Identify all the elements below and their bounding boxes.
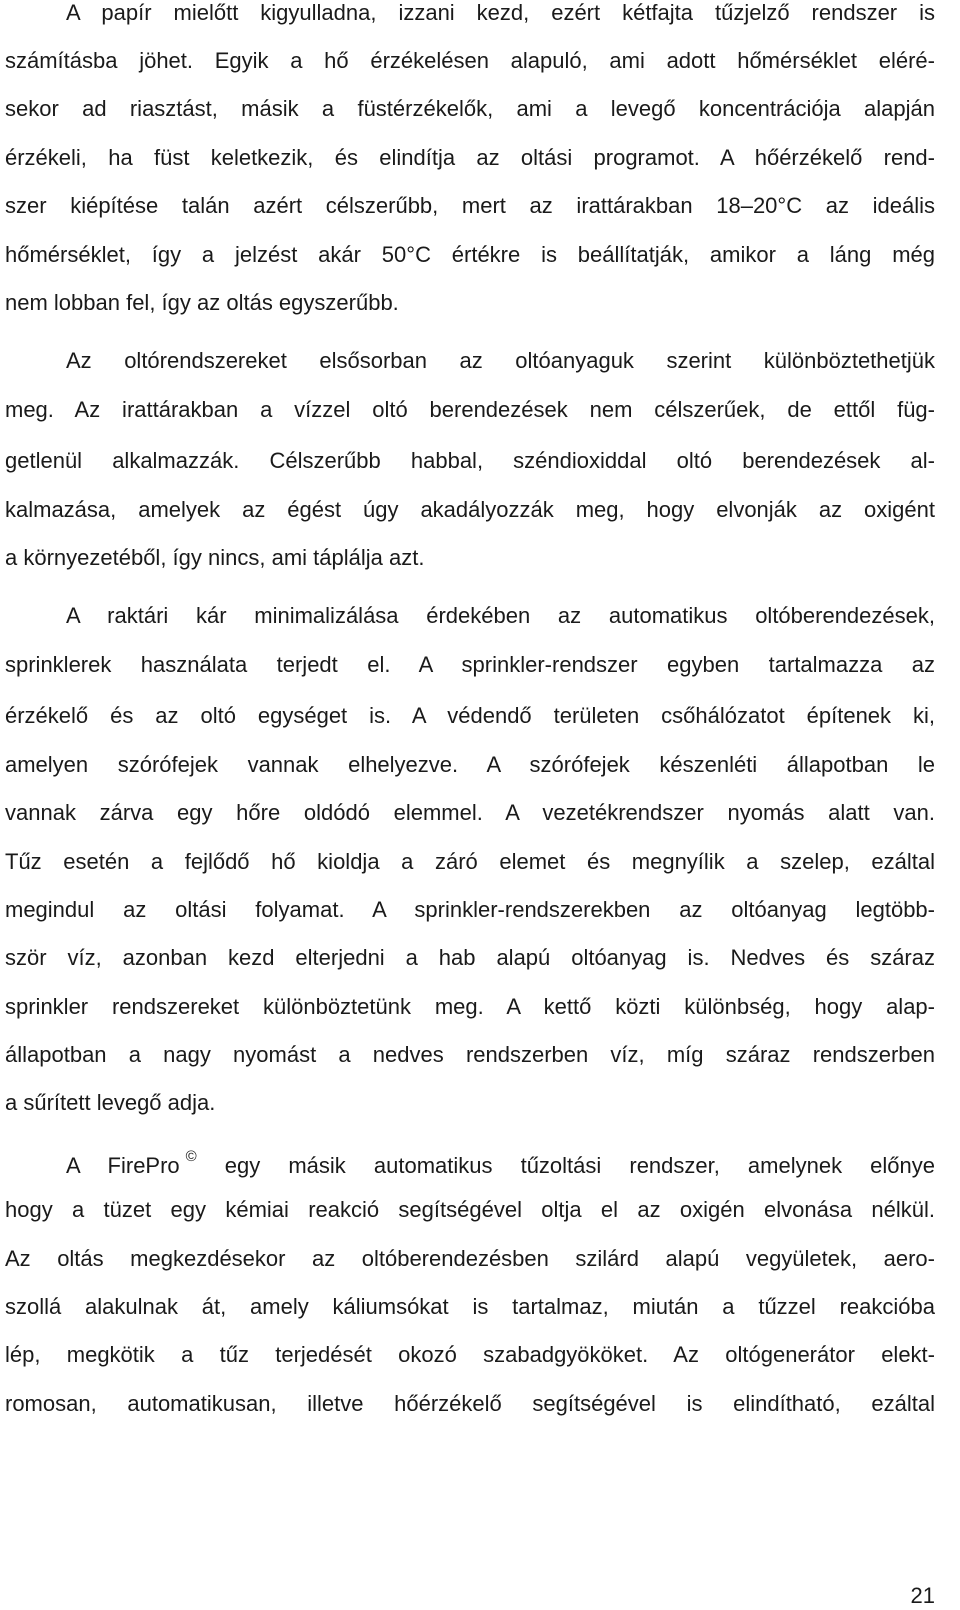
copyright-mark: ©	[185, 1148, 197, 1165]
paragraph-3-line-9: sprinkler rendszereket különböztetünk meg. A kettő közti különbség, hogy alap-	[5, 994, 935, 1019]
paragraph-2-line-3: getlenül alkalmazzák. Célszerűbb habbal, széndioxiddal oltó berendezések al-	[5, 448, 935, 473]
paragraph-4-line-3: Az oltás megkezdésekor az oltóberendezésben szilárd alapú vegyületek, aero-	[5, 1246, 935, 1271]
paragraph-4-line-5: lép, megkötik a tűz terjedését okozó szabadgyököket. Az oltógenerátor elekt-	[5, 1342, 935, 1367]
paragraph-3-line-4: amelyen szórófejek vannak elhelyezve. A szórófejek készenléti állapotban le	[5, 752, 935, 777]
paragraph-3-line-8: ször víz, azonban kezd elterjedni a hab alapú oltóanyag is. Nedves és száraz	[5, 945, 935, 970]
paragraph-1-line-4: érzékeli, ha füst keletkezik, és elindítja az oltási programot. A hőérzékelő rend-	[5, 145, 935, 170]
paragraph-2-line-2: meg. Az irattárakban a vízzel oltó berendezések nem célszerűek, de ettől füg-	[5, 397, 935, 422]
paragraph-3-line-5: vannak zárva egy hőre oldódó elemmel. A vezetékrendszer nyomás alatt van.	[5, 800, 935, 825]
paragraph-1-line-7: nem lobban fel, így az oltás egyszerűbb.	[5, 290, 399, 315]
paragraph-3-line-10: állapotban a nagy nyomást a nedves rendszerben víz, míg száraz rendszerben	[5, 1042, 935, 1067]
paragraph-3-line-11: a sűrített levegő adja.	[5, 1090, 216, 1115]
paragraph-3-line-2: sprinklerek használata terjedt el. A sprinkler-rendszer egyben tartalmazza az	[5, 652, 935, 677]
page-number: 21	[910, 1583, 935, 1608]
paragraph-4-line-6: romosan, automatikusan, illetve hőérzékelő segítségével is elindítható, ezáltal	[5, 1391, 935, 1416]
paragraph-2-line-4: kalmazása, amelyek az égést úgy akadályozzák meg, hogy elvonják az oxigént	[5, 497, 935, 522]
paragraph-2-line-5: a környezetéből, így nincs, ami táplálja azt.	[5, 545, 425, 570]
paragraph-4-line-1	[66, 1149, 935, 1179]
paragraph-3-line-7: megindul az oltási folyamat. A sprinkler-rendszerekben az oltóanyag legtöbb-	[5, 897, 935, 922]
paragraph-1-line-6: hőmérséklet, így a jelzést akár 50°C értékre is beállítatják, amikor a láng még	[5, 242, 935, 267]
paragraph-4-line-2: hogy a tüzet egy kémiai reakció segítségével oltja el az oxigén elvonása nélkül.	[5, 1197, 935, 1222]
paragraph-1-line-3: sekor ad riasztást, másik a füstérzékelők, ami a levegő koncentrációja alapján	[5, 96, 935, 121]
paragraph-1-line-1: A papír mielőtt kigyulladna, izzani kezd, ezért kétfajta tűzjelző rendszer is	[66, 0, 935, 25]
paragraph-4-line-4: szollá alakulnak át, amely káliumsókat is tartalmaz, miután a tűzzel reakcióba	[5, 1294, 935, 1319]
paragraph-3-line-6: Tűz esetén a fejlődő hő kioldja a záró elemet és megnyílik a szelep, ezáltal	[5, 849, 935, 874]
paragraph-3-line-3: érzékelő és az oltó egységet is. A védendő területen csőhálózatot építenek ki,	[5, 703, 935, 728]
paragraph-1-line-5: szer kiépítése talán azért célszerűbb, mert az irattárakban 18–20°C az ideális	[5, 193, 935, 218]
paragraph-3-line-1: A raktári kár minimalizálása érdekében az automatikus oltóberendezések,	[66, 603, 935, 628]
paragraph-4-line-1-rest: egy másik automatikus tűzoltási rendszer, amelynek előnye	[196, 1153, 935, 1178]
paragraph-2-line-1: Az oltórendszereket elsősorban az oltóanyaguk szerint különböztethetjük	[66, 348, 935, 373]
paragraph-1-line-2: számításba jöhet. Egyik a hő érzékelésen alapuló, ami adott hőmérséklet eléré-	[5, 48, 935, 73]
firepro-name: A FirePro	[66, 1153, 180, 1178]
